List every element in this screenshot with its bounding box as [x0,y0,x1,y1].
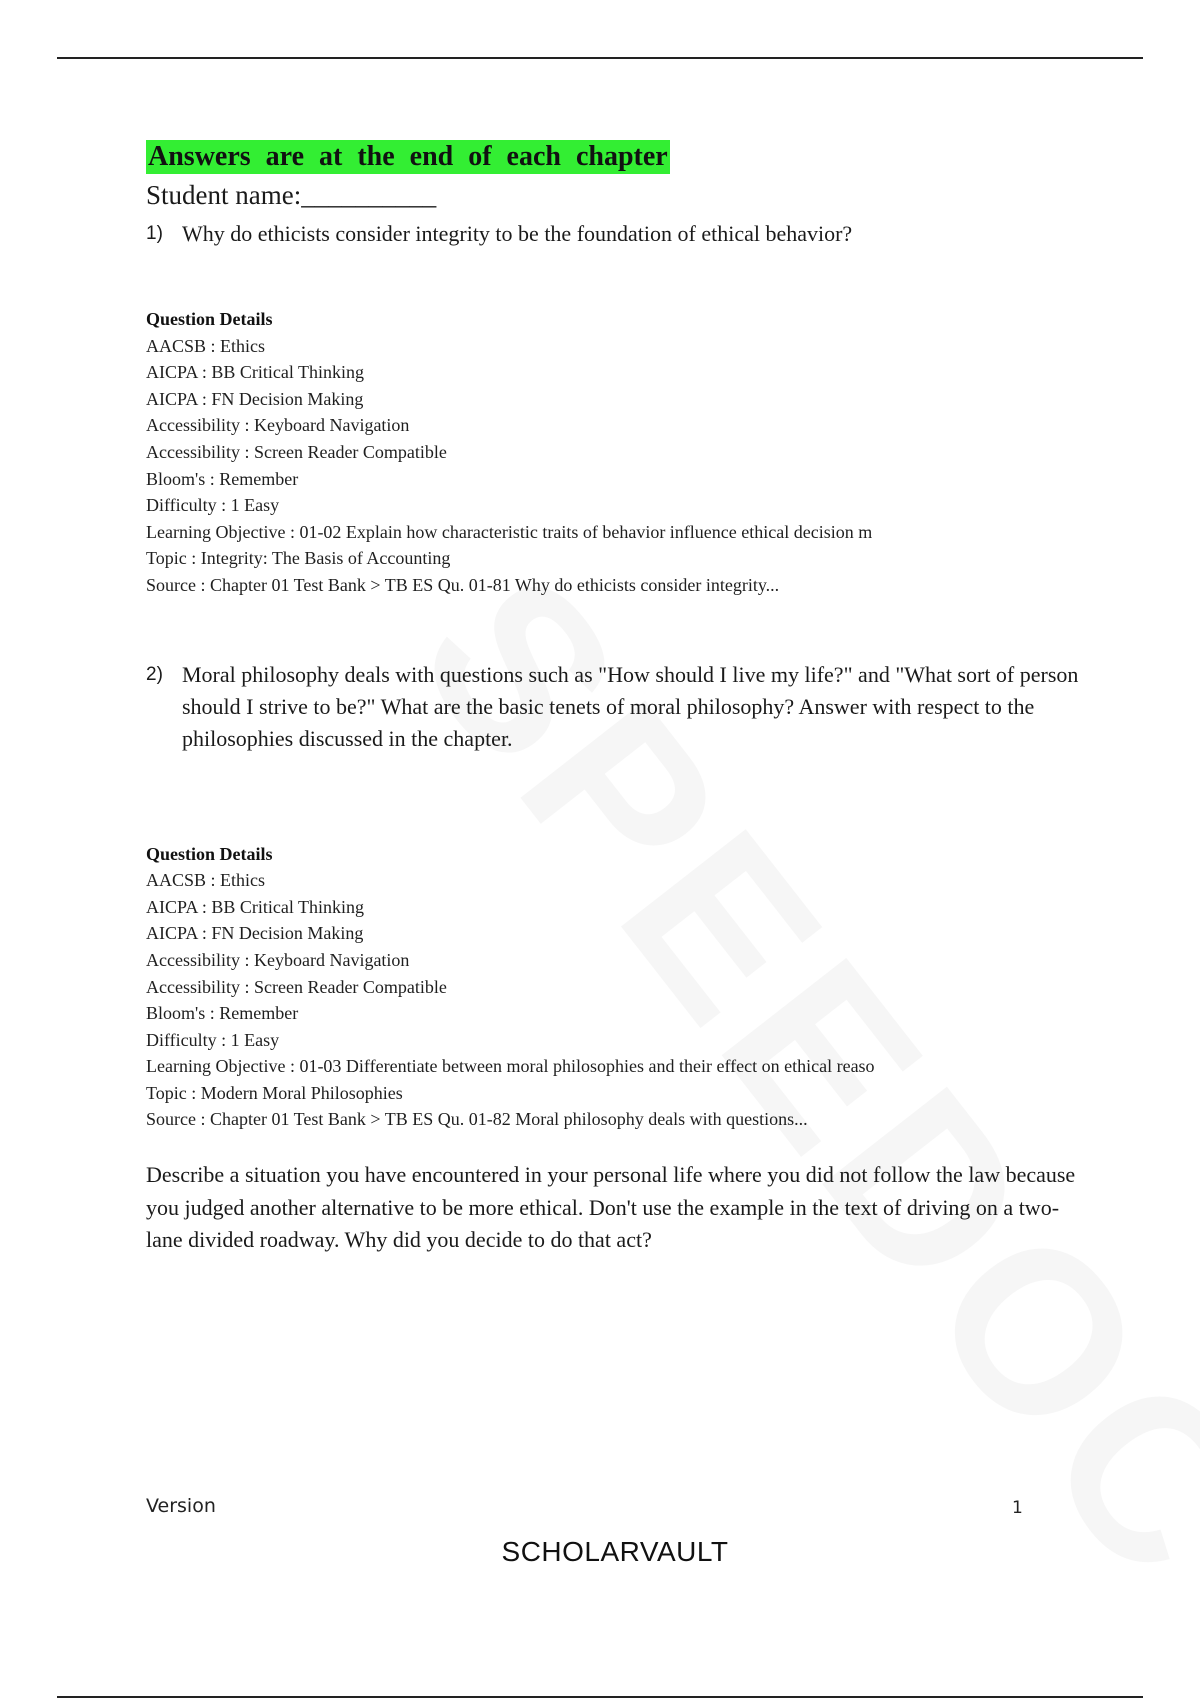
detail-line: Difficulty : 1 Easy [146,495,280,516]
answers-banner: Answers are at the end of each chapter [148,141,668,172]
detail-line: AICPA : BB Critical Thinking [146,896,365,917]
detail-line: AICPA : FN Decision Making [146,388,364,409]
detail-line: Topic : Modern Moral Philosophies [146,1082,403,1103]
question-text: Why do ethicists consider integrity to be the foundation of ethical behavior? [182,221,853,246]
detail-line: AICPA : FN Decision Making [146,923,364,944]
footer-version: Version [146,1495,216,1517]
detail-line: Accessibility : Screen Reader Compatible [146,441,447,462]
detail-line: AACSB : Ethics [146,335,266,356]
question-text: Moral philosophy deals with questions such as "How should I live my life?" and "What sort of person should I strive to be?" What are the basic tenets of moral philosophy? Answer with respect to the philosophies discussed in the chapter. [182,661,1079,751]
detail-line: AACSB : Ethics [146,870,266,891]
detail-line: Bloom's : Remember [146,468,299,489]
detail-line: Accessibility : Screen Reader Compatible [146,976,447,997]
detail-line: Topic : Integrity: The Basis of Accounting [146,548,451,569]
question-details-1 [146,306,1086,599]
question-1 [146,218,1086,250]
detail-line: Bloom's : Remember [146,1003,299,1024]
question-number: 1) [146,223,163,244]
answers-banner-row [146,140,1086,174]
detail-line: Difficulty : 1 Easy [146,1029,280,1050]
essay-question: Describe a situation you have encountered in your personal life where you did not follow the law because you judged another alternative to be more ethical. Don't use the example in the text of driving on a two-lane divided roadway. Why did you decide to do that act? [146,1162,1076,1253]
detail-line: Learning Objective : 01-02 Explain how characteristic traits of behavior influence ethical decision m [146,521,873,542]
detail-line: AICPA : BB Critical Thinking [146,362,365,383]
top-rule [57,57,1143,59]
brand-footer: SCHOLARVAULT [501,1536,729,1567]
details-heading: Question Details [146,309,273,329]
question-2 [146,659,1086,755]
detail-line: Learning Objective : 01-03 Differentiate between moral philosophies and their effect on ethical reaso [146,1056,875,1077]
detail-line: Source : Chapter 01 Test Bank > TB ES Qu. 01-82 Moral philosophy deals with questions... [146,1109,808,1130]
bottom-rule [57,1696,1143,1698]
detail-line: Source : Chapter 01 Test Bank > TB ES Qu. 01-81 Why do ethicists consider integrity... [146,574,780,595]
student-name-line: Student name:__________ [146,180,437,210]
question-details-2 [146,841,1086,1134]
question-number: 2) [146,663,163,685]
detail-line: Accessibility : Keyboard Navigation [146,949,410,970]
document-body [146,140,1086,1257]
page-number: 1 [1012,1498,1023,1518]
details-heading: Question Details [146,843,273,864]
detail-line: Accessibility : Keyboard Navigation [146,415,410,436]
